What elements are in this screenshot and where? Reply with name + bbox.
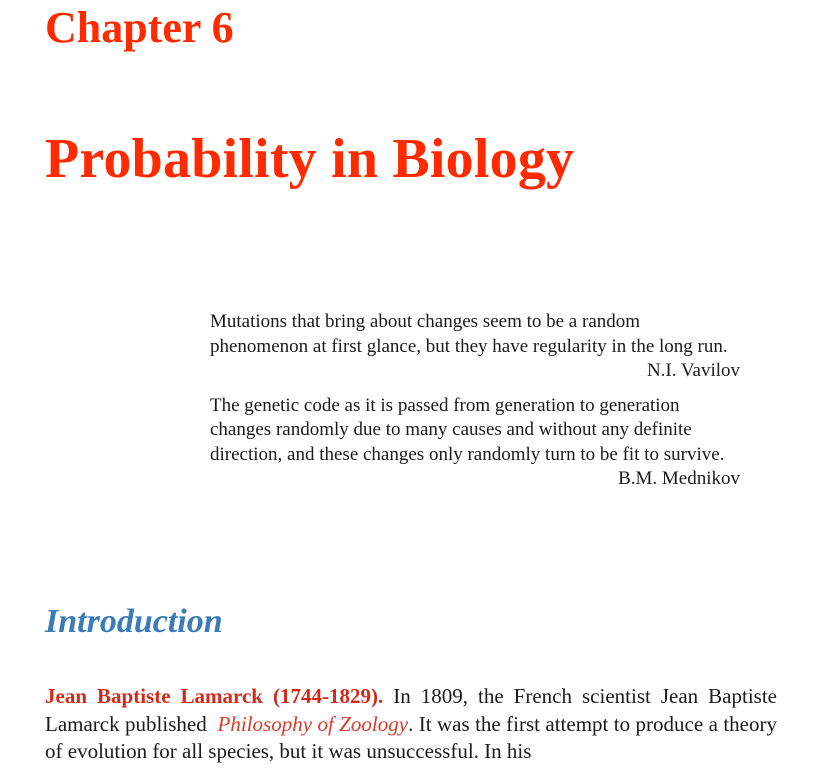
- epigraphs: [210, 310, 740, 502]
- paragraph-text: In 1809, the French scientist Jean Baptiste Lamarck published: [45, 684, 783, 736]
- epigraph: [210, 310, 740, 384]
- paragraph-text: . It was the first attempt to produce a theory of evolution for all species, but it was unsuccessful. In his: [45, 711, 777, 763]
- book-title: Philosophy of Zoology: [217, 711, 409, 736]
- epigraph-text: Mutations that bring about changes seem to be a random phenomenon at first glance, but they have regularity in the long run.: [210, 311, 728, 357]
- body-paragraph: [45, 683, 783, 766]
- chapter-label: Chapter 6: [45, 3, 234, 52]
- epigraph: [210, 394, 740, 492]
- epigraph-author: B.M. Mednikov: [618, 468, 740, 489]
- epigraph-text: The genetic code as it is passed from generation to generation changes randomly due to many causes and without any definite direction, and these changes only randomly turn to be fit to survive.: [210, 394, 725, 465]
- run-in-heading: Jean Baptiste Lamarck (1744-1829).: [45, 684, 384, 708]
- section-heading: Introduction: [45, 603, 223, 640]
- chapter-title: Probability in Biology: [45, 128, 575, 190]
- epigraph-author: N.I. Vavilov: [646, 360, 740, 381]
